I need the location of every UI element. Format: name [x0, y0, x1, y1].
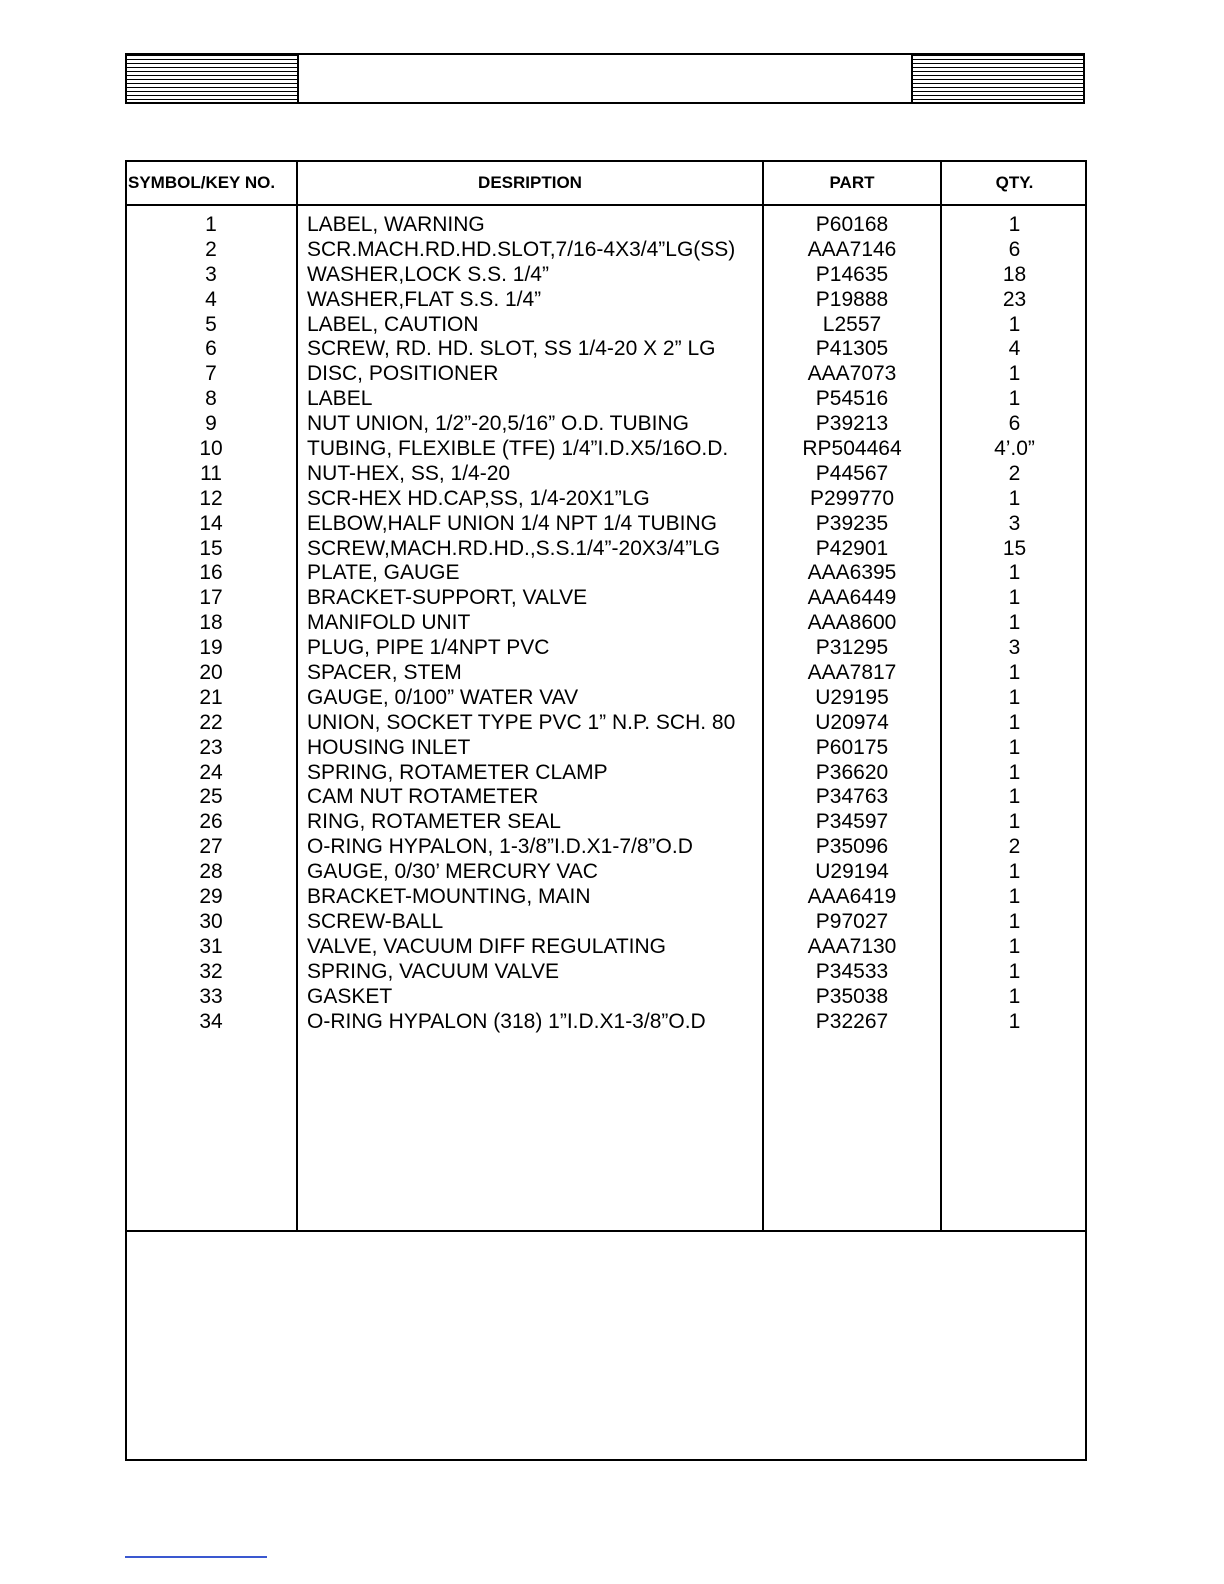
- table-row: [127, 288, 1085, 313]
- key-cell: 14: [199, 511, 223, 535]
- table-row: [127, 1010, 1085, 1035]
- part-cell: AAA6419: [807, 885, 897, 909]
- qty-cell: 2: [1008, 835, 1021, 859]
- table-row: [127, 238, 1085, 263]
- header-description: DESRIPTION: [478, 173, 582, 192]
- part-cell: P39213: [815, 412, 889, 436]
- key-cell: 21: [199, 685, 223, 709]
- description-cell: SCREW-BALL: [307, 909, 444, 933]
- part-cell: AAA7130: [807, 934, 897, 958]
- description-cell: SCR.MACH.RD.HD.SLOT,7/16-4X3/4”LG(SS): [307, 237, 736, 261]
- part-cell: P35096: [815, 835, 889, 859]
- part-cell: P60168: [815, 213, 889, 236]
- qty-cell: 2: [1008, 461, 1021, 485]
- key-cell: 33: [199, 984, 223, 1008]
- part-cell: P39235: [815, 511, 889, 535]
- table-row: [127, 985, 1085, 1010]
- part-cell: P299770: [809, 486, 895, 510]
- table-row: [127, 586, 1085, 611]
- description-cell: DISC, POSITIONER: [307, 362, 499, 386]
- key-cell: 8: [205, 387, 217, 411]
- table-row: [127, 835, 1085, 860]
- table-row: [127, 263, 1085, 288]
- part-cell: RP504464: [802, 437, 902, 461]
- qty-cell: 6: [1008, 237, 1021, 261]
- qty-cell: 1: [1008, 561, 1021, 585]
- description-cell: LABEL, CAUTION: [307, 312, 479, 336]
- parts-rows: [127, 213, 1085, 1034]
- description-cell: BRACKET-SUPPORT, VALVE: [307, 586, 588, 610]
- description-cell: HOUSING INLET: [307, 735, 471, 759]
- key-cell: 25: [199, 785, 223, 809]
- header-band: [125, 53, 1085, 104]
- key-cell: 20: [199, 661, 223, 685]
- description-cell: SPACER, STEM: [307, 661, 462, 685]
- table-row: [127, 736, 1085, 761]
- table-row: [127, 512, 1085, 537]
- part-cell: U29195: [815, 685, 889, 709]
- qty-cell: 1: [1008, 362, 1021, 386]
- description-cell: BRACKET-MOUNTING, MAIN: [307, 885, 591, 909]
- qty-cell: 1: [1008, 611, 1021, 635]
- key-cell: 28: [199, 860, 223, 884]
- table-row: [127, 711, 1085, 736]
- table-row: [127, 885, 1085, 910]
- qty-cell: 4’.0”: [994, 437, 1035, 461]
- description-cell: O-RING HYPALON, 1-3/8”I.D.X1-7/8”O.D: [307, 835, 693, 859]
- key-cell: 18: [199, 611, 223, 635]
- qty-cell: 1: [1008, 885, 1021, 909]
- qty-cell: 1: [1008, 984, 1021, 1008]
- key-cell: 32: [199, 959, 223, 983]
- key-cell: 15: [199, 536, 223, 560]
- key-cell: 12: [199, 486, 223, 510]
- part-cell: P32267: [815, 1009, 889, 1033]
- key-cell: 30: [199, 909, 223, 933]
- qty-cell: 6: [1008, 412, 1021, 436]
- part-cell: P35038: [815, 984, 889, 1008]
- key-cell: 4: [205, 287, 217, 311]
- part-cell: AAA7073: [807, 362, 897, 386]
- key-cell: 6: [205, 337, 217, 361]
- part-cell: U29194: [815, 860, 889, 884]
- description-cell: MANIFOLD UNIT: [307, 611, 471, 635]
- key-cell: 16: [199, 561, 223, 585]
- description-cell: O-RING HYPALON (318) 1”I.D.X1-3/8”O.D: [307, 1009, 706, 1033]
- key-cell: 31: [199, 934, 223, 958]
- description-cell: WASHER,LOCK S.S. 1/4”: [307, 262, 549, 286]
- qty-cell: 1: [1008, 1009, 1021, 1033]
- description-cell: SPRING, VACUUM VALVE: [307, 959, 560, 983]
- table-row: [127, 860, 1085, 885]
- table-row: [127, 337, 1085, 362]
- description-cell: CAM NUT ROTAMETER: [307, 785, 539, 809]
- qty-cell: 1: [1008, 909, 1021, 933]
- qty-cell: 1: [1008, 785, 1021, 809]
- key-cell: 10: [199, 437, 223, 461]
- qty-cell: 1: [1008, 387, 1021, 411]
- table-row: [127, 960, 1085, 985]
- header-qty: QTY.: [995, 173, 1034, 192]
- table-row: [127, 661, 1085, 686]
- part-cell: L2557: [822, 312, 882, 336]
- description-cell: GAUGE, 0/30’ MERCURY VAC: [307, 860, 598, 884]
- qty-cell: 1: [1008, 860, 1021, 884]
- qty-cell: 1: [1008, 312, 1021, 336]
- table-row: [127, 362, 1085, 387]
- qty-cell: 1: [1008, 661, 1021, 685]
- body-bottom-rule: [127, 1230, 1085, 1232]
- description-cell: PLUG, PIPE 1/4NPT PVC: [307, 636, 550, 660]
- part-cell: P34597: [815, 810, 889, 834]
- key-cell: 5: [205, 312, 217, 336]
- description-cell: SCREW,MACH.RD.HD.,S.S.1/4”-20X3/4”LG: [307, 536, 721, 560]
- key-cell: 7: [205, 362, 217, 386]
- table-row: [127, 213, 1085, 238]
- header-rule: [127, 204, 1085, 206]
- part-cell: AAA8600: [807, 611, 897, 635]
- key-cell: 19: [199, 636, 223, 660]
- description-cell: RING, ROTAMETER SEAL: [307, 810, 561, 834]
- part-cell: U20974: [815, 710, 889, 734]
- key-cell: 11: [200, 461, 222, 485]
- key-cell: 9: [205, 412, 217, 436]
- key-cell: 2: [205, 237, 217, 261]
- part-cell: P60175: [815, 735, 889, 759]
- key-cell: 34: [199, 1009, 223, 1033]
- qty-cell: 4: [1008, 337, 1021, 361]
- table-row: [127, 412, 1085, 437]
- table-row: [127, 761, 1085, 786]
- description-cell: SPRING, ROTAMETER CLAMP: [307, 760, 608, 784]
- part-cell: P41305: [815, 337, 889, 361]
- description-cell: UNION, SOCKET TYPE PVC 1” N.P. SCH. 80: [307, 710, 736, 734]
- table-row: [127, 487, 1085, 512]
- table-row: [127, 387, 1085, 412]
- qty-cell: 1: [1008, 934, 1021, 958]
- table-row: [127, 561, 1085, 586]
- qty-cell: 1: [1008, 760, 1021, 784]
- header-hatch-left: [127, 55, 299, 102]
- qty-cell: 23: [1002, 287, 1027, 311]
- part-cell: P31295: [815, 636, 889, 660]
- key-cell: 1: [205, 213, 217, 236]
- part-cell: P44567: [815, 461, 889, 485]
- description-cell: SCREW, RD. HD. SLOT, SS 1/4-20 X 2” LG: [307, 337, 716, 361]
- description-cell: TUBING, FLEXIBLE (TFE) 1/4”I.D.X5/16O.D.: [307, 437, 729, 461]
- description-cell: GAUGE, 0/100” WATER VAV: [307, 685, 579, 709]
- qty-cell: 3: [1008, 511, 1021, 535]
- part-cell: P97027: [815, 909, 889, 933]
- part-cell: P14635: [815, 262, 889, 286]
- description-cell: GASKET: [307, 984, 393, 1008]
- qty-cell: 1: [1008, 586, 1021, 610]
- key-cell: 22: [199, 710, 223, 734]
- qty-cell: 3: [1008, 636, 1021, 660]
- footer-rule: [125, 1556, 267, 1558]
- qty-cell: 18: [1002, 262, 1027, 286]
- part-cell: AAA7146: [807, 237, 897, 261]
- table-row: [127, 910, 1085, 935]
- key-cell: 3: [205, 262, 217, 286]
- part-cell: P36620: [815, 760, 889, 784]
- header-hatch-right: [911, 55, 1083, 102]
- qty-cell: 1: [1008, 810, 1021, 834]
- part-cell: P34763: [815, 785, 889, 809]
- part-cell: AAA7817: [807, 661, 897, 685]
- table-row: [127, 810, 1085, 835]
- description-cell: LABEL: [307, 387, 373, 411]
- header-part: PART: [829, 173, 875, 192]
- table-row: [127, 785, 1085, 810]
- header-symbol: SYMBOL/KEY NO.: [128, 173, 276, 192]
- table-row: [127, 686, 1085, 711]
- part-cell: AAA6449: [807, 586, 897, 610]
- description-cell: VALVE, VACUUM DIFF REGULATING: [307, 934, 666, 958]
- parts-table: [125, 160, 1087, 1461]
- description-cell: NUT UNION, 1/2”-20,5/16” O.D. TUBING: [307, 412, 689, 436]
- table-row: [127, 313, 1085, 338]
- qty-cell: 1: [1008, 486, 1021, 510]
- description-cell: PLATE, GAUGE: [307, 561, 460, 585]
- description-cell: NUT-HEX, SS, 1/4-20: [307, 461, 511, 485]
- description-cell: SCR-HEX HD.CAP,SS, 1/4-20X1”LG: [307, 486, 650, 510]
- table-row: [127, 462, 1085, 487]
- part-cell: P19888: [815, 287, 889, 311]
- qty-cell: 1: [1008, 735, 1021, 759]
- qty-cell: 1: [1008, 959, 1021, 983]
- part-cell: P34533: [815, 959, 889, 983]
- part-cell: P42901: [815, 536, 889, 560]
- table-row: [127, 537, 1085, 562]
- table-row: [127, 935, 1085, 960]
- table-row: [127, 611, 1085, 636]
- qty-cell: 1: [1008, 213, 1021, 236]
- key-cell: 23: [199, 735, 223, 759]
- description-cell: LABEL, WARNING: [307, 213, 485, 236]
- part-cell: P54516: [815, 387, 889, 411]
- key-cell: 17: [199, 586, 223, 610]
- qty-cell: 1: [1008, 685, 1021, 709]
- part-cell: AAA6395: [807, 561, 897, 585]
- table-row: [127, 437, 1085, 462]
- qty-cell: 15: [1002, 536, 1027, 560]
- key-cell: 24: [199, 760, 223, 784]
- key-cell: 29: [199, 885, 223, 909]
- key-cell: 26: [199, 810, 223, 834]
- qty-cell: 1: [1008, 710, 1021, 734]
- description-cell: WASHER,FLAT S.S. 1/4”: [307, 287, 542, 311]
- key-cell: 27: [199, 835, 223, 859]
- description-cell: ELBOW,HALF UNION 1/4 NPT 1/4 TUBING: [307, 511, 718, 535]
- table-row: [127, 636, 1085, 661]
